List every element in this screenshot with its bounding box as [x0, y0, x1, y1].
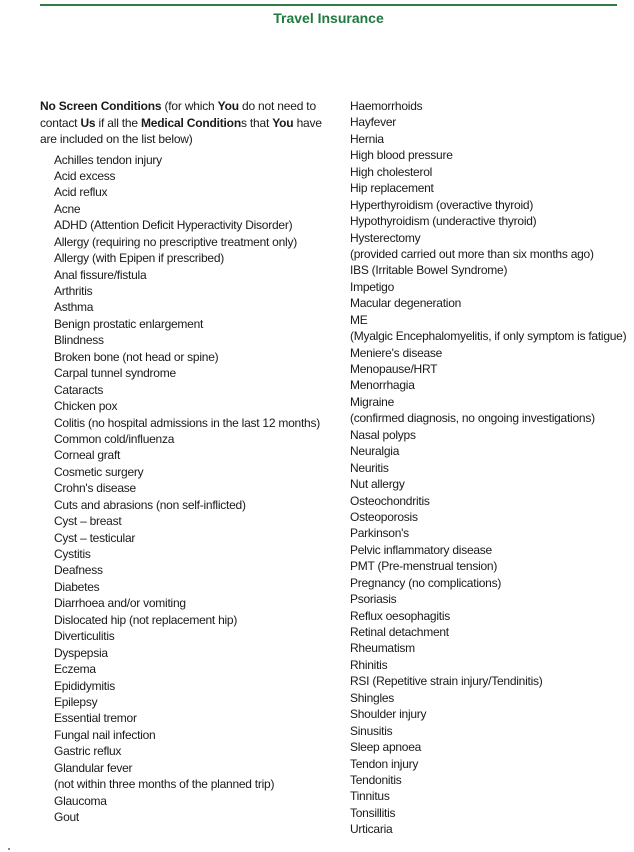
condition-item: Shingles [350, 690, 395, 705]
condition-item: Dislocated hip (not replacement hip) [54, 612, 238, 627]
intro-you-2: You [272, 115, 294, 130]
condition-item: Sleep apnoea [350, 740, 422, 755]
condition-item: (provided carried out more than six months ago) [350, 246, 594, 261]
condition-item: Hysterectomy [350, 230, 421, 245]
condition-item: Diverticulitis [54, 629, 115, 644]
condition-item: Epilepsy [54, 694, 98, 709]
condition-item: Colitis (no hospital admissions in the last 12 months) [54, 415, 320, 430]
condition-item: Menopause/HRT [350, 362, 438, 376]
condition-item: Hypothyroidism (underactive thyroid) [350, 214, 537, 229]
intro-text-4: s that [240, 115, 273, 130]
condition-item: High cholesterol [350, 164, 433, 179]
condition-item: RSI (Repetitive strain injury/Tendinitis) [350, 674, 543, 689]
condition-item: Neuritis [350, 460, 389, 475]
condition-item: Pelvic inflammatory disease [350, 542, 492, 557]
condition-item: Migraine [350, 394, 395, 409]
condition-item: Essential tremor [54, 711, 137, 726]
condition-item: (Myalgic Encephalomyelitis, if only symptom is fatigue) [350, 329, 627, 344]
condition-item: Osteochondritis [350, 493, 430, 508]
page-title: Travel Insurance [273, 10, 384, 26]
page-corner-mark [8, 848, 10, 850]
condition-item: Tendon injury [350, 756, 419, 771]
condition-item: Common cold/influenza [54, 431, 175, 446]
condition-item: Fungal nail infection [54, 727, 156, 742]
intro-paragraph [40, 98, 340, 148]
intro-medical-condition: Medical Condition [141, 115, 241, 130]
condition-item: Shoulder injury [350, 707, 427, 722]
condition-item: Psoriasis [350, 592, 397, 607]
condition-item: Reflux oesophagitis [350, 608, 450, 623]
condition-item: ME [350, 312, 368, 327]
intro-you-1: You [217, 99, 239, 113]
condition-item: Asthma [54, 300, 94, 315]
intro-heading: No Screen Conditions [40, 99, 162, 113]
condition-item: Impetigo [350, 279, 395, 294]
condition-item: Diabetes [54, 579, 100, 594]
left-column [40, 98, 340, 825]
condition-item: Acid reflux [54, 185, 108, 200]
condition-item: Tonsillitis [350, 805, 396, 820]
condition-item: Crohn's disease [54, 481, 136, 496]
condition-item: Chicken pox [54, 399, 118, 414]
condition-item: Rheumatism [350, 641, 415, 656]
condition-item: Cyst – testicular [54, 530, 136, 545]
condition-item: Blindness [54, 333, 104, 348]
condition-item: Parkinson's [350, 526, 409, 541]
condition-list-right [350, 98, 630, 838]
condition-item: Cuts and abrasions (non self-inflicted) [54, 497, 246, 512]
intro-text-3: if all the [95, 115, 142, 130]
condition-item: Hyperthyroidism (overactive thyroid) [350, 197, 534, 212]
condition-item: Cystitis [54, 547, 91, 561]
condition-item: Tendonitis [350, 772, 402, 787]
condition-item: Hernia [350, 131, 384, 146]
condition-item: Nut allergy [350, 477, 405, 492]
condition-item: (not within three months of the planned trip) [54, 777, 275, 792]
condition-item: Hayfever [350, 115, 397, 130]
condition-item: Macular degeneration [350, 296, 462, 311]
condition-item: Eczema [54, 662, 96, 677]
condition-item: Urticaria [350, 822, 393, 837]
condition-item: Neuralgia [350, 444, 400, 459]
condition-item: Corneal graft [54, 448, 121, 463]
condition-item: Benign prostatic enlargement [54, 316, 204, 331]
condition-item: Gastric reflux [54, 744, 122, 759]
condition-item: Tinnitus [350, 789, 390, 804]
condition-item: High blood pressure [350, 148, 453, 163]
condition-item: Pregnancy (no complications) [350, 575, 502, 590]
condition-item: Glaucoma [54, 793, 107, 808]
condition-item: Rhinitis [350, 657, 388, 672]
intro-text-1: (for which [161, 99, 218, 113]
condition-item: PMT (Pre-menstrual tension) [350, 559, 498, 574]
condition-item: Diarrhoea and/or vomiting [54, 596, 186, 611]
condition-list-left [54, 152, 340, 826]
condition-item: Osteoporosis [350, 509, 418, 524]
condition-item: Arthritis [54, 284, 93, 298]
intro-text-2: do not need to contact [40, 99, 316, 130]
condition-item: Menorrhagia [350, 378, 415, 393]
condition-item: Cyst – breast [54, 514, 122, 529]
condition-item: Allergy (requiring no prescriptive treatment only) [54, 234, 297, 249]
condition-item: (confirmed diagnosis, no ongoing investigations) [350, 411, 595, 426]
condition-item: Haemorrhoids [350, 99, 423, 113]
header-rule [40, 4, 617, 6]
condition-item: Cosmetic surgery [54, 464, 144, 479]
condition-item: Allergy (with Epipen if prescribed) [54, 251, 224, 266]
condition-item: Anal fissure/fistula [54, 267, 147, 282]
condition-item: Gout [54, 810, 80, 824]
intro-us: Us [80, 115, 96, 130]
intro-text-5: have are included on the list below) [40, 115, 322, 146]
condition-item: Dyspepsia [54, 645, 108, 660]
right-column [350, 98, 630, 838]
condition-item: Acid excess [54, 168, 116, 183]
condition-item: Cataracts [54, 382, 104, 397]
condition-item: Carpal tunnel syndrome [54, 366, 176, 381]
condition-item: Nasal polyps [350, 427, 416, 442]
condition-item: Hip replacement [350, 181, 434, 196]
condition-item: Retinal detachment [350, 625, 449, 639]
condition-item: Deafness [54, 563, 103, 578]
condition-item: Glandular fever [54, 760, 133, 775]
condition-item: ADHD (Attention Deficit Hyperactivity Disorder) [54, 218, 293, 233]
condition-item: Acne [54, 201, 81, 216]
condition-item: Achilles tendon injury [54, 152, 162, 167]
condition-item: IBS (Irritable Bowel Syndrome) [350, 263, 508, 278]
condition-item: Sinusitis [350, 723, 393, 738]
condition-item: Epididymitis [54, 678, 116, 693]
condition-item: Broken bone (not head or spine) [54, 349, 219, 364]
condition-item: Meniere's disease [350, 345, 443, 360]
